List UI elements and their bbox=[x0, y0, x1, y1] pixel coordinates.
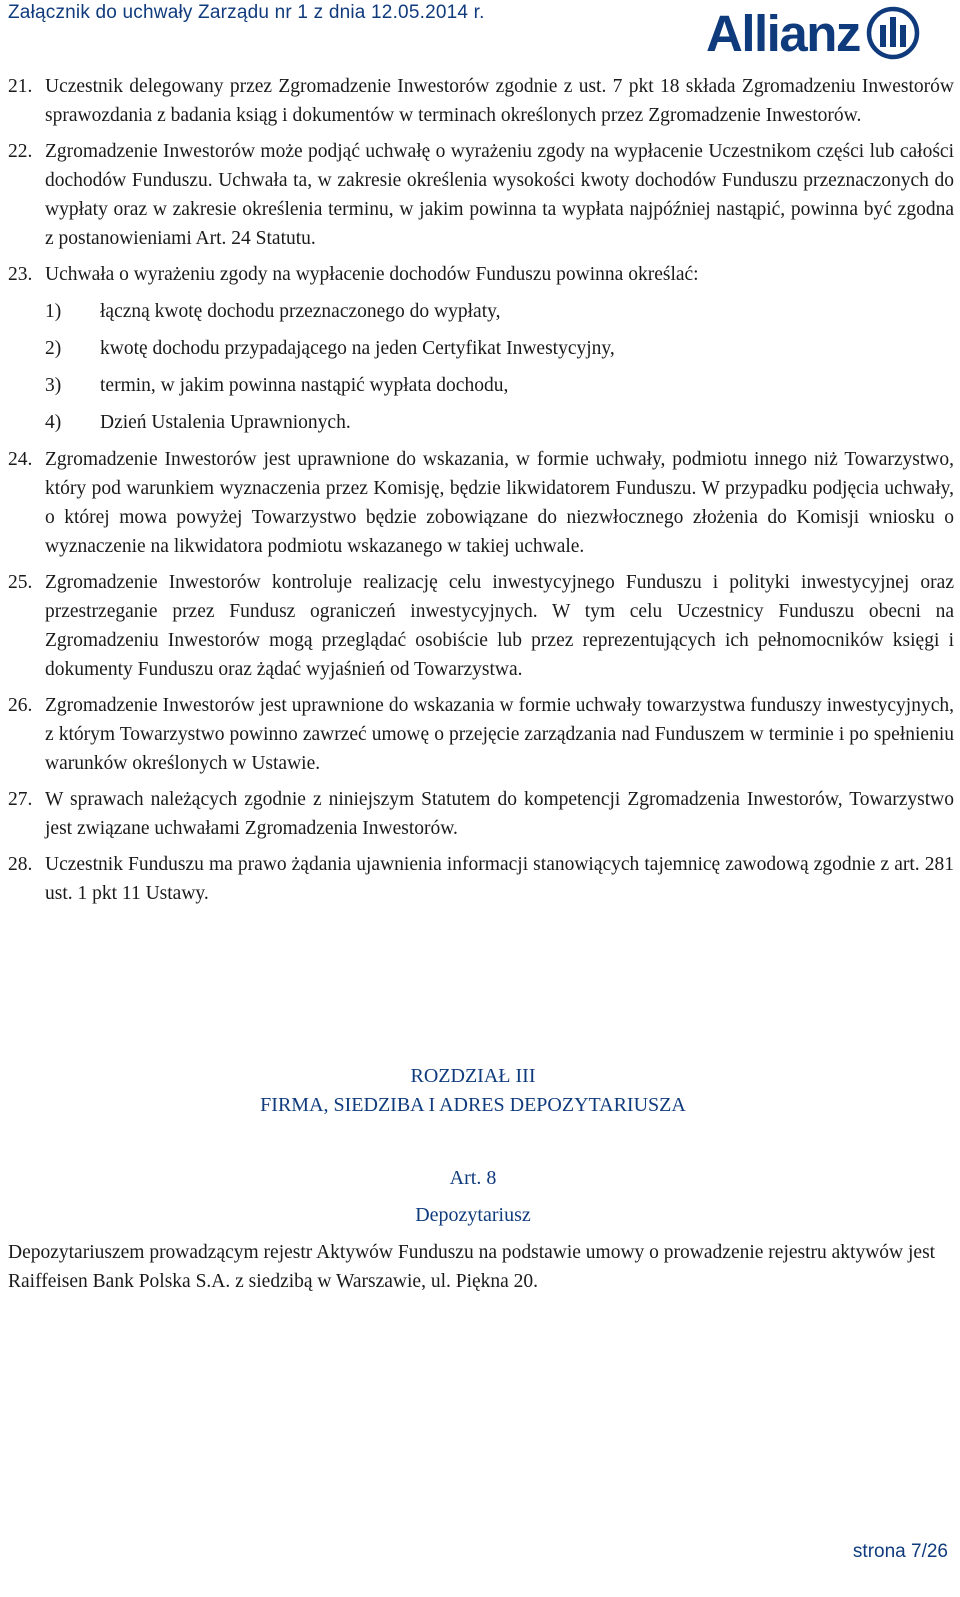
paragraph-25 bbox=[8, 568, 954, 684]
paragraph-number: 28. bbox=[8, 854, 33, 875]
paragraph-number: 27. bbox=[8, 789, 33, 810]
article-title: Depozytariusz bbox=[415, 1204, 531, 1226]
list-item bbox=[45, 408, 954, 437]
paragraph-number: 25. bbox=[8, 572, 33, 593]
paragraph-text: Uczestnik Funduszu ma prawo żądania ujawnienia informacji stanowiących tajemnicę zawodową zgodnie z art. 281 ust. 1 pkt 11 Ustawy. bbox=[45, 854, 954, 904]
page-number: strona 7/26 bbox=[852, 1541, 948, 1562]
paragraph-number: 24. bbox=[8, 449, 33, 470]
document-body bbox=[8, 72, 954, 915]
list-item-text: termin, w jakim powinna nastąpić wypłata dochodu, bbox=[100, 375, 509, 396]
list-item-number: 3) bbox=[45, 375, 62, 396]
paragraph-number: 26. bbox=[8, 695, 33, 716]
list-item-number: 4) bbox=[45, 412, 62, 433]
paragraph-number: 23. bbox=[8, 264, 33, 285]
list-item-text: łączną kwotę dochodu przeznaczonego do wypłaty, bbox=[100, 301, 501, 322]
chapter-number: ROZDZIAŁ III bbox=[410, 1065, 536, 1087]
paragraph-26 bbox=[8, 691, 954, 778]
paragraph-number: 21. bbox=[8, 76, 33, 97]
list-item bbox=[45, 371, 954, 400]
paragraph-23 bbox=[8, 260, 954, 289]
paragraph-text: W sprawach należących zgodnie z niniejszym Statutem do kompetencji Zgromadzenia Inwestorów, Towarzystwo jest związane uchwałami Zgromadzenia Inwestorów. bbox=[45, 789, 954, 839]
list-item-number: 2) bbox=[45, 338, 62, 359]
chapter-title: FIRMA, SIEDZIBA I ADRES DEPOZYTARIUSZA bbox=[260, 1094, 686, 1116]
paragraph-text: Zgromadzenie Inwestorów jest uprawnione do wskazania w formie uchwały towarzystwa funduszy inwestycyjnych, z którym Towarzystwo powinno zawrzeć umowę o przejęcie zarządzania nad Funduszem w terminie i po spełnieniu warunków określonych w Ustawie. bbox=[45, 695, 954, 774]
paragraph-24 bbox=[8, 445, 954, 561]
logo-wordmark: Allianz bbox=[706, 4, 860, 62]
paragraph-21 bbox=[8, 72, 954, 130]
paragraph-28 bbox=[8, 850, 954, 908]
paragraph-27 bbox=[8, 785, 954, 843]
paragraph-text: Zgromadzenie Inwestorów może podjąć uchwałę o wyrażeniu zgody na wypłacenie Uczestnikom części lub całości dochodów Funduszu. Uchwała ta, w zakresie określenia wysokości kwoty dochodów Funduszu przeznaczonych do wypłaty oraz w zakresie określenia terminu, w jakim powinna ta wypłata najpóźniej nastąpić, powinna być zgodna z postanowieniami Art. 24 Statutu. bbox=[45, 141, 954, 249]
paragraph-text: Uczestnik delegowany przez Zgromadzenie Inwestorów zgodnie z ust. 7 pkt 18 składa Zgromadzeniu Inwestorów sprawozdania z badania ksiąg i dokumentów w terminach określonych przez Zgromadzenie Inwestorów. bbox=[45, 76, 954, 126]
allianz-eagle-icon bbox=[866, 6, 920, 60]
attachment-note: Załącznik do uchwały Zarządu nr 1 z dnia 12.05.2014 r. bbox=[8, 2, 485, 23]
allianz-logo bbox=[706, 2, 954, 64]
list-item-text: Dzień Ustalenia Uprawnionych. bbox=[100, 412, 351, 433]
paragraph-22 bbox=[8, 137, 954, 253]
paragraph-text: Zgromadzenie Inwestorów jest uprawnione do wskazania, w formie uchwały, podmiotu innego niż Towarzystwo, który pod warunkiem wyznaczenia przez Komisję, będzie likwidatorem Funduszu. W przypadku podjęcia uchwały, o której mowa powyżej Towarzystwo będzie zobowiązane do niezwłocznego złożenia do Komisji wniosku o wyznaczenie na likwidatora podmiotu wskazanego w takiej uchwale. bbox=[45, 449, 954, 557]
list-item-number: 1) bbox=[45, 301, 62, 322]
article-number: Art. 8 bbox=[449, 1167, 497, 1189]
paragraph-text: Uchwała o wyrażeniu zgody na wypłacenie dochodów Funduszu powinna określać: bbox=[45, 264, 699, 285]
list-item bbox=[45, 334, 954, 363]
depositary-paragraph: Depozytariuszem prowadzącym rejestr Aktywów Funduszu na podstawie umowy o prowadzenie rejestru aktywów jest Raiffeisen Bank Polska S.A. z siedzibą w Warszawie, ul. Piękna 20. bbox=[8, 1242, 936, 1292]
list-item-text: kwotę dochodu przypadającego na jeden Certyfikat Inwestycyjny, bbox=[100, 338, 615, 359]
paragraph-text: Zgromadzenie Inwestorów kontroluje realizację celu inwestycyjnego Funduszu i polityki inwestycyjnej oraz przestrzeganie przez Fundusz ograniczeń inwestycyjnych. W tym celu Uczestnicy Funduszu obecni na Zgromadzeniu Inwestorów mogą przeglądać osobiście lub przez reprezentujących ich pełnomocników księgi i dokumenty Funduszu oraz żądać wyjaśnień od Towarzystwa. bbox=[45, 572, 954, 680]
list-item bbox=[45, 297, 954, 326]
paragraph-number: 22. bbox=[8, 141, 33, 162]
